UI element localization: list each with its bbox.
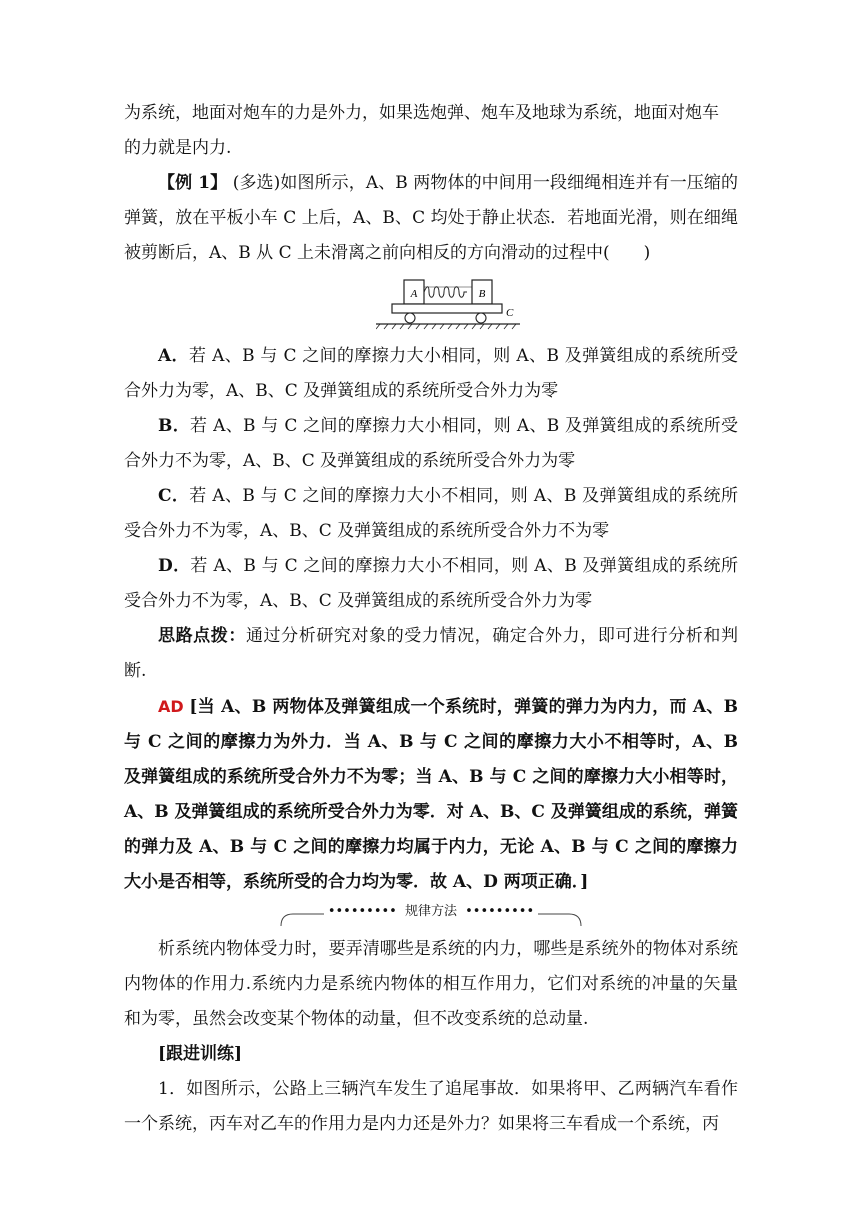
example-tag: 【例 1】 xyxy=(158,173,228,193)
option-d-text: 若 A、B 与 C 之间的摩擦力大小不相同，则 A、B 及弹簧组成的系统所受合外力不为零，A、B、C 及弹簧组成的系统所受合外力为零 xyxy=(124,556,738,611)
hint-label: 思路点拨： xyxy=(158,626,246,646)
example-type: (多选) xyxy=(232,173,281,193)
follow-question-1: 1．如图所示，公路上三辆汽车发生了追尾事故．如果将甲、乙两辆汽车看作一个系统，丙车对乙车的作用力是内力还是外力？如果将三车看成一个系统，丙 xyxy=(124,1079,738,1134)
option-b-label: B． xyxy=(158,416,191,436)
block-a-label: A xyxy=(410,288,418,300)
method-text: 析系统内物体受力时，要弄清哪些是系统的内力，哪些是系统外的物体对系统内物体的作用力.系统内力是系统内物体的相互作用力，它们对系统的冲量的矢量和为零，虽然会改变某个物体的动量，但不改变系统的总动量. xyxy=(124,939,738,1029)
intro-line-1: 为系统，地面对炮车的力是外力，如果选炮弹、炮车及地球为系统，地面对炮车 xyxy=(124,103,719,123)
option-c-text: 若 A、B 与 C 之间的摩擦力大小不相同，则 A、B 及弹簧组成的系统所受合外力不为零，A、B、C 及弹簧组成的系统所受合外力不为零 xyxy=(124,486,739,541)
method-divider: ••••••••• 规律方法 ••••••••• xyxy=(124,902,738,932)
option-d-label: D． xyxy=(158,556,191,576)
option-a xyxy=(124,339,738,409)
answer-paragraph xyxy=(124,689,738,900)
intro-line-2: 的力就是内力. xyxy=(124,138,232,158)
option-a-text: 若 A、B 与 C 之间的摩擦力大小相同，则 A、B 及弹簧组成的系统所受合外力为零，A、B、C 及弹簧组成的系统所受合外力为零 xyxy=(124,346,739,401)
method-title: 规律方法 xyxy=(401,904,461,919)
spring-cart-figure xyxy=(124,273,738,335)
answer-explanation: [当 A、B 两物体及弹簧组成一个系统时，弹簧的弹力为内力，而 A、B 与 C 之间的摩擦力为外力．当 A、B 与 C 之间的摩擦力大小不相等时，A、B 及弹簧组成的系统所受合外力不为零；当 A、B 与 C 之间的摩擦力大小相等时，A、B 及弹簧组成的系统所受合外力为零．对 A、B、C 及弹簧组成的系统，弹簧的弹力及 A、B 与 C 之间的摩擦力均属于内力，无论 A、B 与 C 之间的摩擦力大小是否相等，系统所受的合力均为零．故 A、D 两项正确．] xyxy=(124,697,738,892)
follow-label xyxy=(124,1037,738,1072)
document-page xyxy=(124,96,738,1142)
example-question-text: 如图所示，A、B 两物体的中间用一段细绳相连并有一压缩的弹簧，放在平板小车 C 上后，A、B、C 均处于静止状态．若地面光滑，则在细绳被剪断后，A、B 从 C 上未滑离之前向相反的方向滑动的过程中( ) xyxy=(124,173,738,263)
option-d xyxy=(124,549,738,619)
block-b-label: B xyxy=(478,288,486,300)
option-c xyxy=(124,479,738,549)
option-b xyxy=(124,409,738,479)
hint-text: 通过分析研究对象的受力情况，确定合外力，即可进行分析和判断. xyxy=(124,626,738,681)
option-c-label: C． xyxy=(158,486,190,506)
hint-paragraph xyxy=(124,619,738,689)
example-question xyxy=(124,166,738,271)
cart-c-label: C xyxy=(506,307,514,319)
answer-choice: AD xyxy=(158,697,184,716)
follow-label-text: [跟进训练] xyxy=(158,1044,243,1064)
option-a-label: A． xyxy=(158,346,189,366)
option-b-text: 若 A、B 与 C 之间的摩擦力大小相同，则 A、B 及弹簧组成的系统所受合外力不为零，A、B、C 及弹簧组成的系统所受合外力为零 xyxy=(124,416,739,471)
